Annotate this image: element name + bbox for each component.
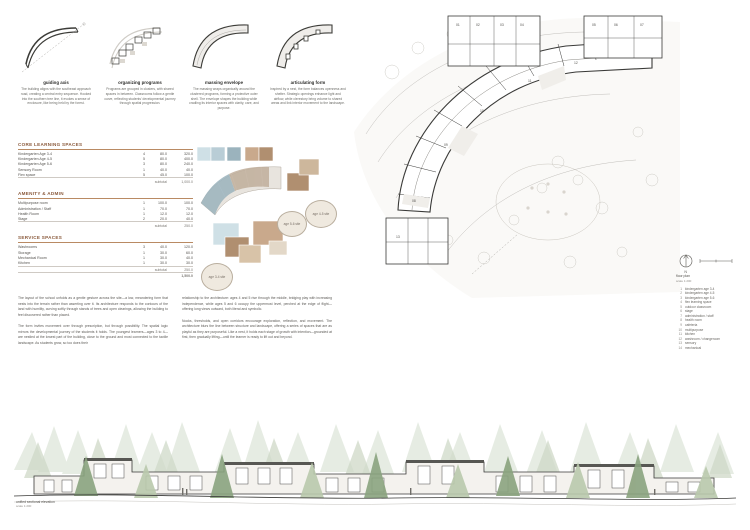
room-unit-area: 40.0 [160, 245, 167, 250]
paragraph: The form invites movement over through prescription, but through possibility. The spatial logic mirrors the developmental journey of the students it holds. The youngest learners—ages 3 to 4—are nestled at the lowest part of the building, close to the ground and most connected to the tactile landscape. As students grow, so too does their [18, 324, 168, 345]
subtotal-label: subtotal [18, 222, 167, 228]
paragraph: relationship to the architecture: ages 4 and 5 rise through the middle, bridging play with increasing independence, while ages 5 and 6 occupy the uppermost level, perched at the edge of flight—offering long views outward, both literal and symbolic. [182, 296, 332, 312]
room-unit-area: 30.0 [160, 250, 167, 255]
room-name: Administration / Staff [18, 206, 52, 211]
room-name: Kindergarten Age 5-6 [18, 162, 52, 167]
svg-text:07: 07 [640, 23, 644, 27]
section-title: AMENITY & ADMIN [18, 191, 193, 199]
paragraph: The layout of the school unfolds as a gentle gesture across the site—a low, meandering form that nests into the terrain rather than asserting over it. Its architecture responds to the contours of the land with humility, curving softly through stands of trees and open clearings, allowing the building to feel discovered rather than placed. [18, 296, 168, 317]
subtotal-value: 1,000.0 [167, 178, 193, 184]
site-bubble-age-3-4 [201, 263, 233, 291]
legend-label: health room [685, 318, 702, 323]
svg-text:04: 04 [520, 23, 524, 27]
room-qty: 4 [143, 152, 145, 157]
paragraph: Nooks, thresholds, and open corridors encourage exploration, reflection, and movement. The architecture blurs the line between structure and landscape, offering a series of spaces that are as playful as they are purposeful. Like a nest, it holds each stage of growth with intention—grounded at first, then gradually lifting—until the learner is ready to lift out and beyond. [182, 318, 332, 340]
plan-legend [676, 274, 742, 350]
concept-diagram-row [18, 18, 346, 138]
room-qty: 1 [143, 250, 145, 255]
room-name: Kitchen [18, 260, 30, 265]
legend-label: outdoor classroom [685, 304, 712, 309]
elevation-scale: scale 1:200 [16, 504, 32, 508]
room-name: Stage [18, 216, 28, 221]
section-title: SERVICE SPACES [18, 235, 193, 243]
legend-index: 6 [680, 309, 682, 314]
svg-text:05: 05 [592, 23, 596, 27]
room-total-area: 100.0 [184, 172, 193, 177]
legend-label: administration / staff [685, 313, 714, 318]
legend-index: 7 [680, 313, 682, 318]
description-column-left [18, 296, 168, 352]
concept-title: guiding axis [43, 80, 69, 85]
floor-plan-drawing [352, 12, 682, 302]
room-name: Storage [18, 250, 31, 255]
svg-text:01: 01 [456, 23, 460, 27]
legend-index: 11 [678, 332, 682, 337]
concept-guiding-axis [18, 18, 94, 138]
room-qty: 1 [143, 206, 145, 211]
concept-title: organizing programs [118, 80, 162, 85]
subtotal-label: subtotal [18, 178, 167, 184]
room-unit-area: 80.0 [160, 152, 167, 157]
svg-text:03: 03 [500, 23, 504, 27]
scale-value: scale 1:200 [676, 279, 692, 284]
legend-item [676, 346, 742, 351]
room-unit-area: 12.0 [160, 211, 167, 216]
legend-index: 5 [680, 304, 682, 309]
legend-index: 3 [680, 295, 682, 300]
room-unit-area: 30.0 [160, 255, 167, 260]
description-column-right [182, 296, 332, 352]
room-qty: 1 [143, 211, 145, 216]
concept-sketch-icon [270, 18, 346, 76]
concept-sketch-icon [186, 18, 262, 76]
room-total-area: 120.0 [184, 245, 193, 250]
legend-label: mechanical [685, 345, 702, 350]
svg-text:10: 10 [480, 109, 484, 113]
legend-label: sensory [685, 341, 697, 346]
concept-title: massing envelope [204, 80, 244, 85]
legend-index: 4 [680, 300, 682, 305]
room-total-area: 100.0 [184, 201, 193, 206]
svg-text:13: 13 [396, 235, 400, 239]
room-qty: 1 [143, 167, 145, 172]
concept-articulating-form [270, 18, 346, 138]
room-qty: 5 [143, 172, 145, 177]
svg-text:09: 09 [444, 143, 448, 147]
room-qty: 1 [143, 201, 145, 206]
program-section-core [18, 142, 193, 184]
legend-label: kindergarten age 4-5 [685, 291, 715, 296]
legend-label: cafeteria [685, 322, 698, 327]
room-unit-area: 80.0 [160, 157, 167, 162]
svg-text:11: 11 [528, 79, 532, 83]
subtotal-label: subtotal [18, 266, 167, 273]
table-total-row [18, 273, 193, 279]
room-name: Kindergarten Age 3-4 [18, 152, 52, 157]
concept-organizing-programs [102, 18, 178, 138]
room-unit-area: 45.0 [160, 172, 167, 177]
room-qty: 2 [143, 216, 145, 221]
room-total-area: 40.0 [186, 255, 193, 260]
site-bubble-age-5-6 [277, 211, 307, 237]
room-name: Health Room [18, 211, 39, 216]
legend-index: 2 [680, 291, 682, 296]
room-unit-area: 40.0 [160, 167, 167, 172]
legend-label: stage [685, 309, 693, 314]
room-name: Multipurpose room [18, 201, 48, 206]
room-total-area: 70.0 [186, 206, 193, 211]
subtotal-value: 250.0 [167, 222, 193, 228]
concept-sketch-icon [102, 18, 178, 76]
bubble-label: age 4-5 site [312, 212, 330, 216]
concept-text: Inspired by a nest, the form balances openness and shelter. Strategic openings enhance light and airflow, while clerestory bring volume to shared areas and link interior movement to the landscape. [270, 87, 346, 106]
elevation-caption-text: unified sectional elevation [16, 500, 55, 504]
scale-label: floor plan [676, 274, 690, 278]
room-unit-area: 20.0 [160, 216, 167, 221]
program-tables [18, 142, 193, 279]
concept-text: The massing wraps organically around the clustered programs, forming a protective outer shell. The envelope shapes the building while cradling its interior spaces with clarity, care, and purpose. [189, 87, 259, 111]
room-total-area: 400.0 [184, 157, 193, 162]
legend-index: 12 [678, 336, 682, 341]
legend-index: 13 [678, 341, 682, 346]
concept-text: Programs are grouped in clusters, with shared spaces in between. Classrooms follow a gentle curve, reflecting students' developmental journey through spatial progression. [104, 87, 176, 106]
legend-label: kindergarten age 3-4 [685, 286, 715, 291]
room-total-area: 60.0 [186, 250, 193, 255]
subtotal-value: 250.0 [167, 266, 193, 273]
bubble-label: age 3-4 site [208, 275, 226, 279]
concept-text: The building aligns with the southeast approach road, creating a central entry sequence. Hooked into the southern tree line, it evokes a sense of enclosure, like being held by the forest. [20, 87, 92, 106]
room-qty: 1 [143, 255, 145, 260]
svg-text:N: N [684, 270, 688, 274]
legend-label: flex learning space [685, 300, 712, 305]
svg-text:02: 02 [476, 23, 480, 27]
section-title: CORE LEARNING SPACES [18, 142, 193, 150]
room-total-area: 40.0 [186, 167, 193, 172]
program-massing-diagram [195, 145, 355, 290]
room-total-area: 240.0 [184, 162, 193, 167]
room-unit-area: 30.0 [160, 260, 167, 265]
room-name: Kindergarten Age 4-5 [18, 157, 52, 162]
sectional-elevation-drawing [14, 398, 736, 516]
legend-label: kitchen [685, 332, 696, 337]
table-subtotal-row [18, 266, 193, 273]
room-name: Washrooms [18, 245, 38, 250]
room-qty: 1 [143, 260, 145, 265]
legend-index: 14 [678, 345, 682, 350]
site-bubble-age-4-5 [305, 200, 337, 228]
concept-massing-envelope [186, 18, 262, 138]
room-name: Sensory Room [18, 167, 42, 172]
program-section-service [18, 235, 193, 279]
svg-text:12: 12 [574, 61, 578, 65]
grand-total-value: 1,500.0 [167, 273, 193, 279]
room-qty: 5 [143, 157, 145, 162]
room-unit-area: 70.0 [160, 206, 167, 211]
room-total-area: 40.0 [186, 216, 193, 221]
room-name: Mechanical Room [18, 255, 47, 260]
room-total-area: 320.0 [184, 152, 193, 157]
room-name: Flex space [18, 172, 36, 177]
legend-label: kindergarten age 5-6 [685, 295, 715, 300]
room-unit-area: 100.0 [158, 201, 167, 206]
legend-index: 1 [680, 286, 682, 291]
legend-index: 8 [680, 318, 682, 323]
room-unit-area: 80.0 [160, 162, 167, 167]
room-total-area: 30.0 [186, 260, 193, 265]
bubble-label: age 5-6 site [283, 222, 301, 226]
legend-label: multipurpose [685, 327, 704, 332]
svg-text:06: 06 [614, 23, 618, 27]
legend-index: 9 [680, 322, 682, 327]
room-qty: 3 [143, 162, 145, 167]
concept-title: articulating form [290, 80, 326, 85]
elevation-caption [16, 500, 55, 508]
legend-index: 10 [678, 327, 682, 332]
room-total-area: 12.0 [186, 211, 193, 216]
program-section-amenity [18, 191, 193, 228]
project-description [18, 296, 498, 352]
room-qty: 3 [143, 245, 145, 250]
concept-sketch-icon [18, 18, 94, 76]
svg-text:08: 08 [412, 199, 416, 203]
legend-label: washroom / changeroom [685, 336, 721, 341]
